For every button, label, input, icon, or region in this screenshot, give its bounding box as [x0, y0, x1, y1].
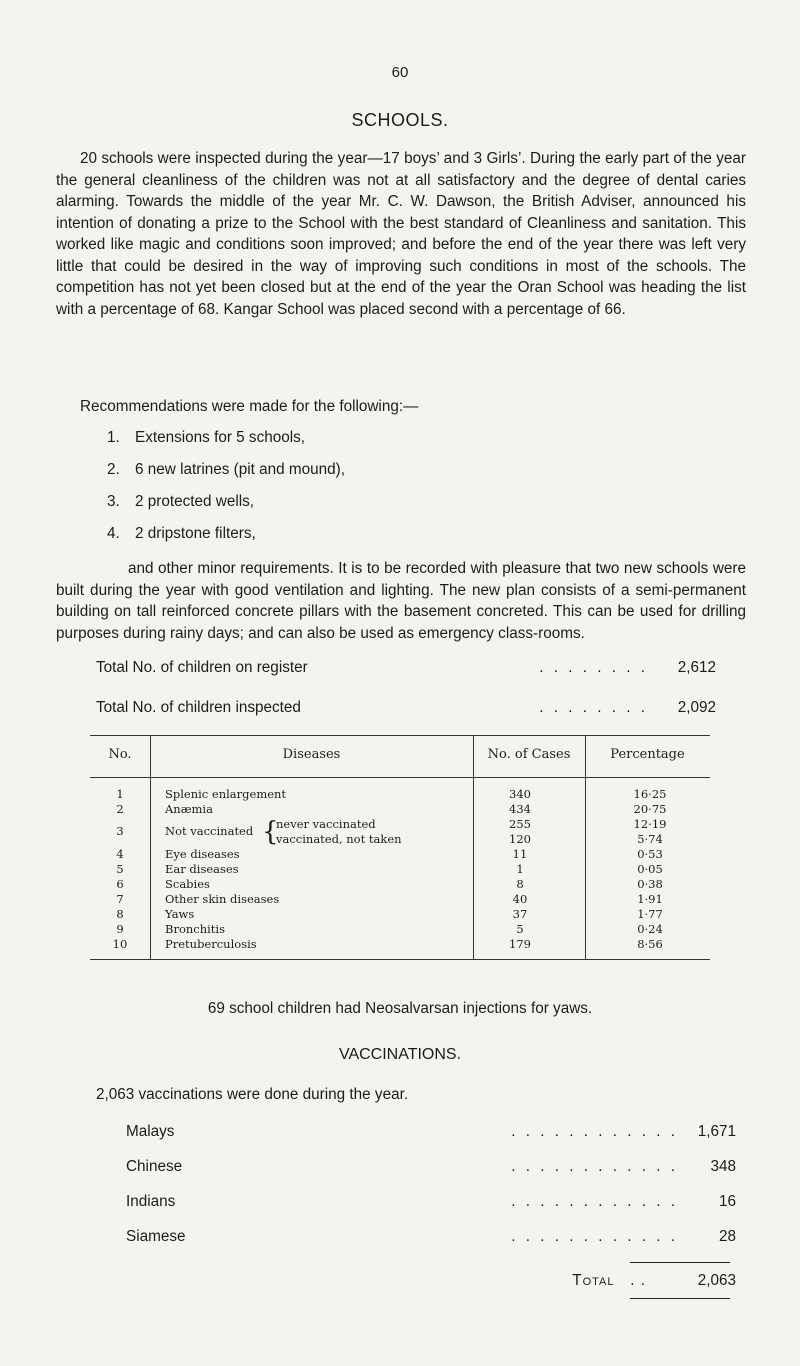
brace-icon: { [262, 817, 279, 847]
vaccination-row: Siamese . . . . . . . . . . . . 28 [126, 1228, 736, 1245]
table-row: 9 Bronchitis 5 0·24 [116, 922, 663, 936]
diseases-table [90, 735, 710, 951]
total-label: Total . . [572, 1272, 646, 1289]
page-number: 60 [391, 64, 409, 81]
table-row: 1 Splenic enlargement 340 16·25 [116, 787, 667, 801]
vaccinations-total [126, 1272, 736, 1290]
recommendations [56, 398, 746, 550]
col-header-diseases: Diseases [282, 747, 341, 762]
table-row: 6 Scabies 8 0·38 [116, 877, 663, 891]
table-row: 10 Pretuberculosis 179 8·56 [112, 937, 663, 951]
col-header-percentage: Percentage [610, 747, 685, 762]
intro-paragraph: 20 schools were inspected during the year—17 boys’ and 3 Girls’. During the early part of the year the general cleanliness of the children was not at all satisfactory and the degree of dental caries alarming. Towards the middle of the year Mr. C. W. Dawson, the British Adviser, announced his intention of donating a prize to the School with the best standard of Cleanliness and sanitation. This worked like magic and conditions soon improved; and before the end of the year there was left very little that could be desired in the way of improving such conditions in most of the schools. The competition has not yet been closed but at the end of the year the Oran School was heading the list with a percentage of 68. Kangar School was placed second with a percentage of 66. [56, 150, 746, 318]
total-value: 2,063 [697, 1272, 736, 1289]
col-header-no: No. [108, 747, 132, 762]
table-row: 7 Other skin diseases 40 1·91 [116, 892, 663, 906]
total-register-row: Total No. of children on register . . . . . . . . 2,612 [96, 659, 716, 676]
table-row: 4 Eye diseases 11 0·53 [116, 847, 663, 861]
vaccinations-title: VACCINATIONS. [338, 1046, 462, 1063]
vaccination-row: Malays . . . . . . . . . . . . 1,671 [126, 1123, 736, 1140]
table-row: 5 Ear diseases 1 0·05 [116, 862, 663, 876]
vaccination-row: Chinese . . . . . . . . . . . . 348 [126, 1158, 736, 1175]
recommendations-heading: Recommendations were made for the following:— [80, 398, 419, 415]
table-row: 8 Yaws 37 1·77 [116, 907, 663, 921]
table-row: 3 Not vaccinated { never vaccinated vaccinated, not taken 255 120 12·19 5·74 [116, 817, 667, 847]
vaccination-row: Indians . . . . . . . . . . . . 16 [126, 1193, 736, 1210]
table-row: 2 Anæmia 434 20·75 [116, 802, 667, 816]
followup-paragraph: and other minor requirements. It is to be recorded with pleasure that two new schools were built during the year with good ventilation and lighting. The new plan consists of a semi-permanent building on tall reinforced concrete pillars with the basement concreted. This can be used for drilling purposes during rainy days; and can also be used as emergency class-rooms. [56, 560, 746, 642]
section-title: SCHOOLS. [351, 110, 449, 130]
recommendation-item: 1. Extensions for 5 schools, [107, 429, 306, 446]
neosalvarsan-note: 69 school children had Neosalvarsan injections for yaws. [207, 1000, 593, 1017]
recommendation-item: 2. 6 new latrines (pit and mound), [107, 461, 346, 478]
children-totals [96, 648, 716, 728]
vaccinations-summary: 2,063 vaccinations were done during the year. [96, 1086, 409, 1103]
diseases-table-continued [90, 904, 710, 954]
total-inspected-row: Total No. of children inspected . . . . . . . . 2,092 [96, 699, 716, 716]
vaccinations-list [126, 1114, 736, 1254]
recommendations-list [56, 422, 746, 550]
col-header-cases: No. of Cases [487, 747, 571, 762]
total-rule-top [630, 1262, 730, 1263]
recommendation-item: 4. 2 dripstone filters, [107, 525, 256, 542]
total-rule-bottom [630, 1298, 730, 1299]
recommendation-item: 3. 2 protected wells, [107, 493, 255, 510]
